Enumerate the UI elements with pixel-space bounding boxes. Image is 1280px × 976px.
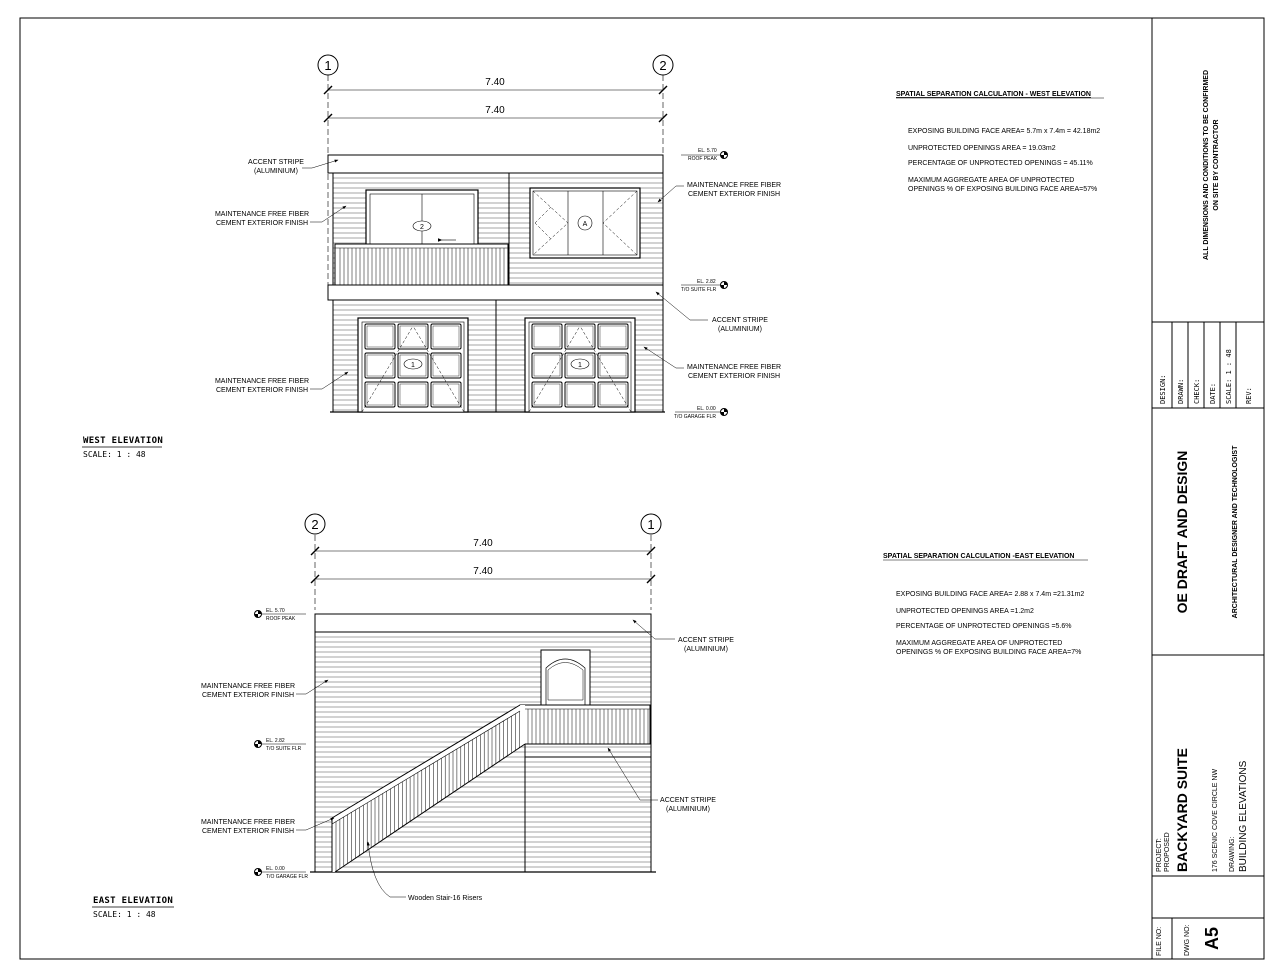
elevation-desc: ROOF PEAK [266, 616, 296, 622]
elevation-marker-garage [674, 406, 728, 420]
elevation-desc: T/O GARAGE FLR [674, 414, 716, 420]
file-no-label: FILE NO: [1156, 926, 1163, 956]
east-elevation-scale: SCALE: 1 : 48 [93, 910, 156, 919]
note-fiber-cement: CEMENT EXTERIOR FINISH [201, 692, 295, 699]
roof-accent-stripe [328, 155, 663, 173]
grid-label: 2 [311, 517, 319, 532]
firm-name: OE DRAFT AND DESIGN [1174, 450, 1190, 614]
dwg-no-label: DWG NO: [1184, 924, 1191, 956]
east-elevation-title: EAST ELEVATION [93, 896, 174, 906]
elevation-value: EL. 5.70 [698, 148, 717, 154]
elevation-desc: T/O GARAGE FLR [266, 874, 308, 880]
calc-line: EXPOSING BUILDING FACE AREA= 5.7m x 7.4m = 42.18m2 [908, 128, 1101, 135]
elevation-marker-roof [255, 608, 307, 622]
window-tag: A [582, 221, 588, 228]
calc-line: UNPROTECTED OPENINGS AREA =1.2m2 [896, 608, 1034, 615]
note-fiber-cement: CEMENT EXTERIOR FINISH [687, 191, 781, 198]
elevation-desc: T/O SUITE FLR [681, 287, 717, 293]
project-address: 176 SCENIC COVE CIRCLE NW [1212, 768, 1219, 872]
west-elevation-title: WEST ELEVATION [83, 436, 164, 446]
note-accent-stripe: ACCENT STRIPE [660, 797, 716, 804]
drawing-name: BUILDING ELEVATIONS [1238, 760, 1249, 872]
calc-line: MAXIMUM AGGREGATE AREA OF UNPROTECTED [908, 177, 1075, 184]
elevation-marker-suite [681, 279, 728, 293]
dimension-7.40: 7.40 [485, 105, 505, 116]
general-note-line2: ON SITE BY CONTRACTOR [1213, 119, 1220, 211]
calc-line: OPENINGS % OF EXPOSING BUILDING FACE AREA=7% [896, 649, 1082, 656]
garage-door-left [358, 318, 468, 412]
project-label: PROJECT: [1156, 838, 1163, 872]
west-elevation [82, 55, 781, 459]
note-accent-stripe: (ALUMINIUM) [718, 326, 762, 333]
firm-subtitle: ARCHITECTURAL DESIGNER AND TECHNOLOGIST [1232, 445, 1239, 619]
elevation-value: EL. 2.82 [266, 738, 285, 744]
elevation-value: EL. 2.82 [697, 279, 716, 285]
note-accent-stripe: ACCENT STRIPE [678, 637, 734, 644]
note-fiber-cement: CEMENT EXTERIOR FINISH [215, 220, 309, 227]
note-accent-stripe: (ALUMINIUM) [666, 806, 710, 813]
dwg-no: A5 [1202, 926, 1222, 950]
calc-heading: SPATIAL SEPARATION CALCULATION -EAST ELEVATION [883, 553, 1075, 560]
garage-door-right [525, 318, 635, 412]
elevation-marker-suite [255, 738, 307, 752]
note-fiber-cement: MAINTENANCE FREE FIBER [214, 211, 310, 218]
note-fiber-cement: MAINTENANCE FREE FIBER [200, 683, 296, 690]
elevation-marker-roof [681, 148, 728, 162]
garage-door-tag: 1 [578, 362, 582, 369]
elevation-desc: ROOF PEAK [688, 156, 718, 162]
note-fiber-cement: MAINTENANCE FREE FIBER [686, 182, 782, 189]
elevation-marker-garage [255, 866, 309, 880]
garage-door-tag: 1 [411, 362, 415, 369]
grid-label: 1 [324, 58, 332, 73]
note-fiber-cement: CEMENT EXTERIOR FINISH [687, 373, 781, 380]
west-elevation-scale: SCALE: 1 : 48 [83, 450, 146, 459]
note-fiber-cement: MAINTENANCE FREE FIBER [686, 364, 782, 371]
mid-accent-stripe [328, 285, 663, 300]
calc-line: MAXIMUM AGGREGATE AREA OF UNPROTECTED [896, 640, 1063, 647]
note-fiber-cement: CEMENT EXTERIOR FINISH [215, 387, 309, 394]
calc-line: EXPOSING BUILDING FACE AREA= 2.88 x 7.4m =21.31m2 [896, 591, 1085, 598]
note-fiber-cement: MAINTENANCE FREE FIBER [200, 819, 296, 826]
grid-label: 1 [647, 517, 655, 532]
field-design: DESIGN: [1159, 374, 1167, 404]
elevation-value: EL. 0.00 [697, 406, 716, 412]
dimension-7.40: 7.40 [485, 77, 505, 88]
calc-line: PERCENTAGE OF UNPROTECTED OPENINGS = 45.11% [908, 160, 1093, 167]
calc-line: UNPROTECTED OPENINGS AREA = 19.03m2 [908, 145, 1056, 152]
field-rev: REV: [1245, 387, 1253, 404]
calc-line: OPENINGS % OF EXPOSING BUILDING FACE AREA=57% [908, 186, 1098, 193]
note-accent-stripe: ACCENT STRIPE [712, 317, 768, 324]
project-name: BACKYARD SUITE [1174, 748, 1190, 872]
field-date: DATE: [1209, 382, 1217, 404]
east-elevation [92, 514, 734, 919]
note-fiber-cement: CEMENT EXTERIOR FINISH [201, 828, 295, 835]
grid-label: 2 [659, 58, 667, 73]
field-check: CHECK: [1193, 378, 1201, 404]
roof-accent-stripe [315, 614, 651, 632]
dimension-7.40: 7.40 [473, 566, 493, 577]
note-accent-stripe: ACCENT STRIPE [248, 159, 304, 166]
calc-east [883, 553, 1088, 656]
field-drawn: DRAWN: [1177, 378, 1185, 404]
calc-west [896, 91, 1104, 193]
project-status: PROPOSED [1164, 832, 1171, 872]
dimension-7.40: 7.40 [473, 538, 493, 549]
general-note-line1: ALL DIMENSIONS AND CONDITIONS TO BE CONFIRMED [1203, 69, 1210, 261]
drawing-label: DRAWING: [1229, 836, 1236, 872]
note-wooden-stair: Wooden Stair-16 Risers [408, 895, 483, 902]
elevation-value: EL. 0.00 [266, 866, 285, 872]
elevation-desc: T/O SUITE FLR [266, 746, 302, 752]
elevation-value: EL. 5.70 [266, 608, 285, 614]
note-fiber-cement: MAINTENANCE FREE FIBER [214, 378, 310, 385]
field-scale: SCALE: 1 : 48 [1225, 349, 1233, 404]
title-block [1152, 18, 1264, 959]
calc-line: PERCENTAGE OF UNPROTECTED OPENINGS =5.6% [896, 623, 1072, 630]
door-tag: 2 [420, 224, 424, 231]
note-accent-stripe: (ALUMINIUM) [684, 646, 728, 653]
note-accent-stripe: (ALUMINIUM) [254, 168, 298, 175]
deck-railing [335, 244, 508, 285]
calc-heading: SPATIAL SEPARATION CALCULATION - WEST ELEVATION [896, 91, 1091, 98]
